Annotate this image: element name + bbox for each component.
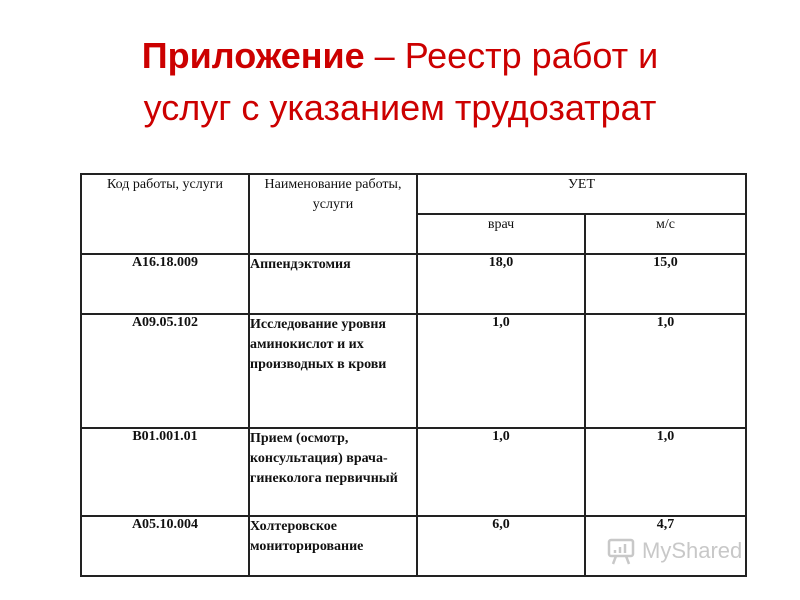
cell-code: А16.18.009 [81, 254, 249, 314]
watermark [606, 536, 742, 566]
table-row [81, 428, 746, 516]
cell-nurse: 1,0 [585, 314, 746, 428]
page-title [80, 30, 720, 134]
cell-doctor: 18,0 [417, 254, 585, 314]
cell-name: Прием (осмотр, консультация) врача-гинеколога первичный [249, 428, 417, 516]
header-row-top [81, 174, 746, 214]
cell-code: В01.001.01 [81, 428, 249, 516]
watermark-text: MyShared [642, 538, 743, 563]
header-nurse: м/с [585, 214, 746, 254]
cell-name: Аппендэктомия [249, 254, 417, 314]
cell-doctor: 1,0 [417, 428, 585, 516]
title-line2: услуг с указанием трудозатрат [143, 87, 657, 128]
registry-table [80, 173, 747, 577]
cell-code: А09.05.102 [81, 314, 249, 428]
header-doctor: врач [417, 214, 585, 254]
cell-nurse: 4,7 [585, 516, 746, 576]
cell-nurse: 1,0 [585, 428, 746, 516]
header-code: Код работы, услуги [81, 174, 249, 254]
cell-name: Исследование уровня аминокислот и их производных в крови [249, 314, 417, 428]
title-bold-part: Приложение [141, 35, 365, 76]
header-name: Наименование работы, услуги [249, 174, 417, 254]
presentation-board-icon [606, 536, 636, 566]
table-row [81, 314, 746, 428]
cell-nurse: 15,0 [585, 254, 746, 314]
table-row [81, 254, 746, 314]
title-rest-line1: – Реестр работ и [364, 35, 659, 76]
cell-doctor: 1,0 [417, 314, 585, 428]
cell-code: А05.10.004 [81, 516, 249, 576]
header-uet: УЕТ [417, 174, 746, 214]
cell-doctor: 6,0 [417, 516, 585, 576]
cell-name: Холтеровское мониторирование [249, 516, 417, 576]
